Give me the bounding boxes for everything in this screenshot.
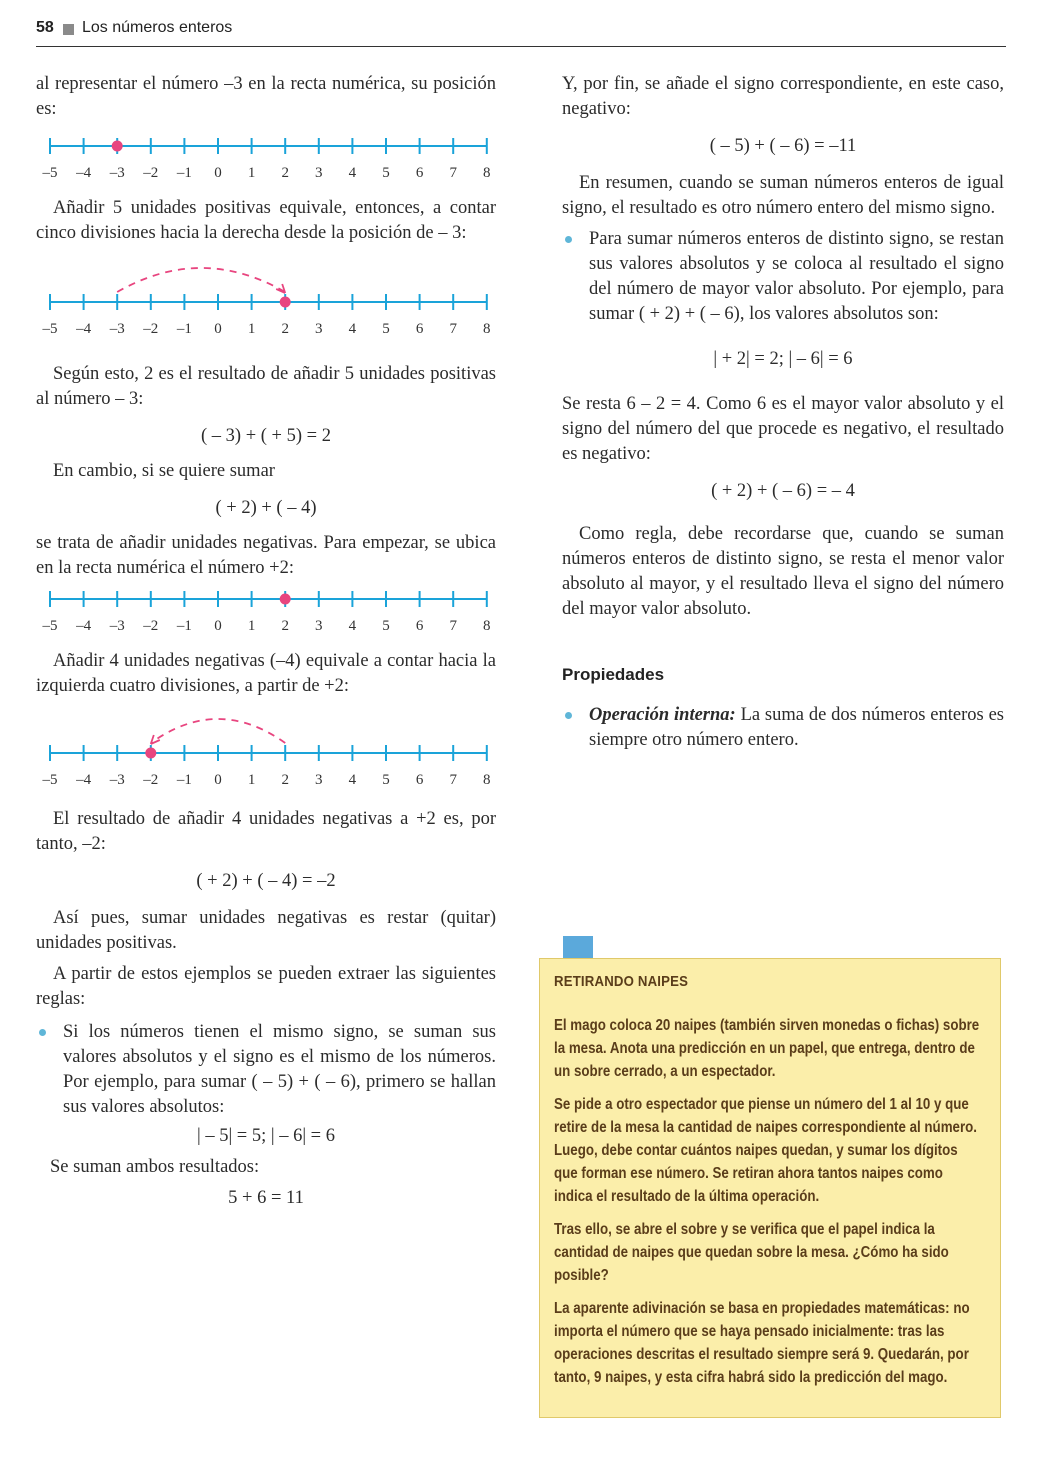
tick-label: 0	[214, 165, 222, 181]
tick-label: 3	[315, 165, 323, 181]
box-text	[554, 1014, 984, 1399]
tick-label: –3	[109, 772, 125, 788]
paragraph: Como regla, debe recordarse que, cuando se suman números enteros de distinto signo, se resta el menor valor absoluto al mayor, y el resultado lleva el signo del número del mayor valor absoluto.	[562, 524, 1004, 619]
box-title: RETIRANDO NAIPES	[554, 973, 689, 990]
tick-label: 6	[415, 321, 424, 337]
paragraph: Añadir 5 unidades positivas equivale, entonces, a contar cinco divisiones hacia la derecha desde la posición de – 3:	[36, 198, 496, 243]
bullet-dot-icon	[565, 236, 572, 243]
tick-label: 6	[415, 772, 424, 788]
bullet-text: Si los números tienen el mismo signo, se suman sus valores absolutos y el signo es el mismo de los números. Por ejemplo, para sumar ( – 5) + ( – 6), primero se hallan sus valores absolutos:	[63, 1022, 496, 1117]
tick-label: –2	[143, 618, 159, 634]
number-line-2	[36, 268, 496, 350]
arrow-head	[151, 735, 160, 744]
tick-label: –4	[76, 165, 92, 181]
equation: ( – 3) + ( + 5) = 2	[201, 426, 331, 446]
box-paragraph: Tras ello, se abre el sobre y se verifica que el papel indica la cantidad de naipes que quedan sobre la mesa. ¿Cómo ha sido posible?	[554, 1221, 949, 1284]
header-square-icon	[63, 24, 74, 35]
bullet-dot-icon	[565, 712, 572, 719]
tick-label: –4	[76, 618, 92, 634]
point-marker	[280, 594, 291, 605]
jump-arrow	[151, 719, 285, 743]
box-paragraph: El mago coloca 20 naipes (también sirven monedas o fichas) sobre la mesa. Anota una predicción en un papel, que entrega, dentro de un sobre cerrado, a un espectador.	[554, 1017, 980, 1080]
tick-label: 8	[483, 321, 491, 337]
number-line-4	[36, 719, 496, 801]
paragraph: El resultado de añadir 4 unidades negativas a +2 es, por tanto, –2:	[36, 809, 496, 854]
page-header	[36, 18, 1006, 47]
paragraph: Según esto, 2 es el resultado de añadir 5 unidades positivas al número – 3:	[36, 364, 496, 409]
paragraph: Añadir 4 unidades negativas (–4) equivale a contar hacia la izquierda cuatro divisiones, a partir de +2:	[36, 651, 496, 696]
tick-label: –5	[42, 772, 58, 788]
tick-label: 7	[449, 618, 457, 634]
tick-label: –2	[143, 772, 159, 788]
equation: ( + 2) + ( – 4)	[215, 498, 317, 518]
paragraph: En resumen, cuando se suman números enteros de igual signo, el resultado es otro número entero del mismo signo.	[562, 173, 1004, 218]
paragraph: al representar el número –3 en la recta numérica, su posición es:	[36, 74, 496, 119]
rule-bullet	[36, 1020, 496, 1120]
tick-label: 1	[247, 165, 256, 181]
equation: 5 + 6 = 11	[228, 1188, 304, 1208]
tick-label: 3	[315, 321, 323, 337]
paragraph: Y, por fin, se añade el signo correspondiente, en este caso, negativo:	[562, 74, 1004, 119]
tick-label: 3	[315, 618, 323, 634]
bullet-text: Para sumar números enteros de distinto signo, se restan sus valores absolutos y se coloca al resultado el signo del número de mayor valor absoluto. Por ejemplo, para sumar ( + 2) + ( – 6), los valores absolutos son:	[589, 229, 1004, 324]
point-marker	[280, 297, 291, 308]
tick-label: 8	[483, 165, 491, 181]
tick-label: –4	[76, 321, 92, 337]
equation: ( + 2) + ( – 6) = – 4	[711, 481, 855, 501]
tick-label: –3	[109, 618, 125, 634]
tick-label: 5	[382, 321, 390, 337]
number-line-3	[36, 589, 496, 647]
equation: | + 2| = 2; | – 6| = 6	[713, 349, 853, 369]
property-term: Operación interna:	[589, 705, 736, 725]
tick-label: –1	[176, 321, 192, 337]
rule-bullet	[562, 227, 1004, 327]
page-number: 58	[36, 19, 54, 36]
tick-label: 5	[382, 618, 390, 634]
property-bullet	[562, 703, 1004, 753]
paragraph: Se resta 6 – 2 = 4. Como 6 es el mayor valor absoluto y el signo del número del que procede es negativo, el resultado es negativo:	[562, 394, 1004, 464]
tick-label: 1	[247, 772, 256, 788]
equation: | – 5| = 5; | – 6| = 6	[197, 1126, 335, 1146]
tick-label: 7	[449, 165, 457, 181]
tick-label: 2	[281, 321, 289, 337]
tick-label: 5	[382, 772, 390, 788]
tick-label: 7	[449, 772, 457, 788]
equation: ( + 2) + ( – 4) = –2	[196, 871, 336, 891]
right-column	[562, 72, 1004, 753]
chapter-title: Los números enteros	[82, 19, 233, 36]
point-marker	[145, 748, 156, 759]
tick-label: –1	[176, 618, 192, 634]
tick-label: 2	[281, 772, 289, 788]
tick-label: 4	[348, 165, 357, 181]
tick-label: 8	[483, 772, 491, 788]
paragraph: Así pues, sumar unidades negativas es restar (quitar) unidades positivas.	[36, 908, 496, 953]
point-marker	[112, 141, 123, 152]
tick-label: 4	[348, 772, 357, 788]
number-line-1	[36, 136, 496, 194]
tick-label: 2	[281, 618, 289, 634]
tick-label: 4	[348, 618, 357, 634]
tick-label: –2	[143, 321, 159, 337]
jump-arrow	[117, 268, 285, 292]
tick-label: 7	[449, 321, 457, 337]
tick-label: –3	[109, 321, 125, 337]
box-paragraph: La aparente adivinación se basa en propiedades matemáticas: no importa el número que se haya pensado inicialmente: tras las operaciones descritas el resultado siempre será 9. Quedarán, por tanto, 9 naipes, y esta cifra habrá sido la predicción del mago.	[554, 1300, 970, 1386]
box-paragraph: Se pide a otro espectador que piense un número del 1 al 10 y que retire de la mesa la cantidad de naipes correspondiente al número. Luego, debe contar cuántos naipes quedan, y sumar los dígitos que forman ese número. Se retiran ahora tantos naipes como indica el resultado de la última operación.	[554, 1096, 978, 1205]
tick-label: 3	[315, 772, 323, 788]
property-text: La suma de dos números enteros es siempre otro número entero.	[589, 705, 1004, 750]
tick-label: 0	[214, 618, 222, 634]
section-heading: Propiedades	[562, 665, 665, 684]
paragraph: se trata de añadir unidades negativas. Para empezar, se ubica en la recta numérica el número +2:	[36, 533, 496, 578]
tick-label: –1	[176, 165, 192, 181]
tick-label: –5	[42, 165, 58, 181]
paragraph: A partir de estos ejemplos se pueden extraer las siguientes reglas:	[36, 964, 496, 1009]
tick-label: –5	[42, 321, 58, 337]
tick-label: –5	[42, 618, 58, 634]
tick-label: 8	[483, 618, 491, 634]
tick-label: 0	[214, 772, 222, 788]
paragraph: En cambio, si se quiere sumar	[53, 461, 275, 481]
tick-label: 1	[247, 618, 256, 634]
puzzle-box	[539, 958, 1001, 1418]
tick-label: 6	[415, 618, 424, 634]
tick-label: 1	[247, 321, 256, 337]
left-column	[36, 72, 496, 1211]
paragraph: Se suman ambos resultados:	[50, 1157, 260, 1177]
tick-label: –4	[76, 772, 92, 788]
tick-label: 6	[415, 165, 424, 181]
equation: ( – 5) + ( – 6) = –11	[709, 136, 857, 156]
bullet-dot-icon	[39, 1029, 46, 1036]
tick-label: –1	[176, 772, 192, 788]
tick-label: –2	[143, 165, 159, 181]
tick-label: 5	[382, 165, 390, 181]
tick-label: 0	[214, 321, 222, 337]
tick-label: –3	[109, 165, 125, 181]
tick-label: 2	[281, 165, 289, 181]
tick-label: 4	[348, 321, 357, 337]
